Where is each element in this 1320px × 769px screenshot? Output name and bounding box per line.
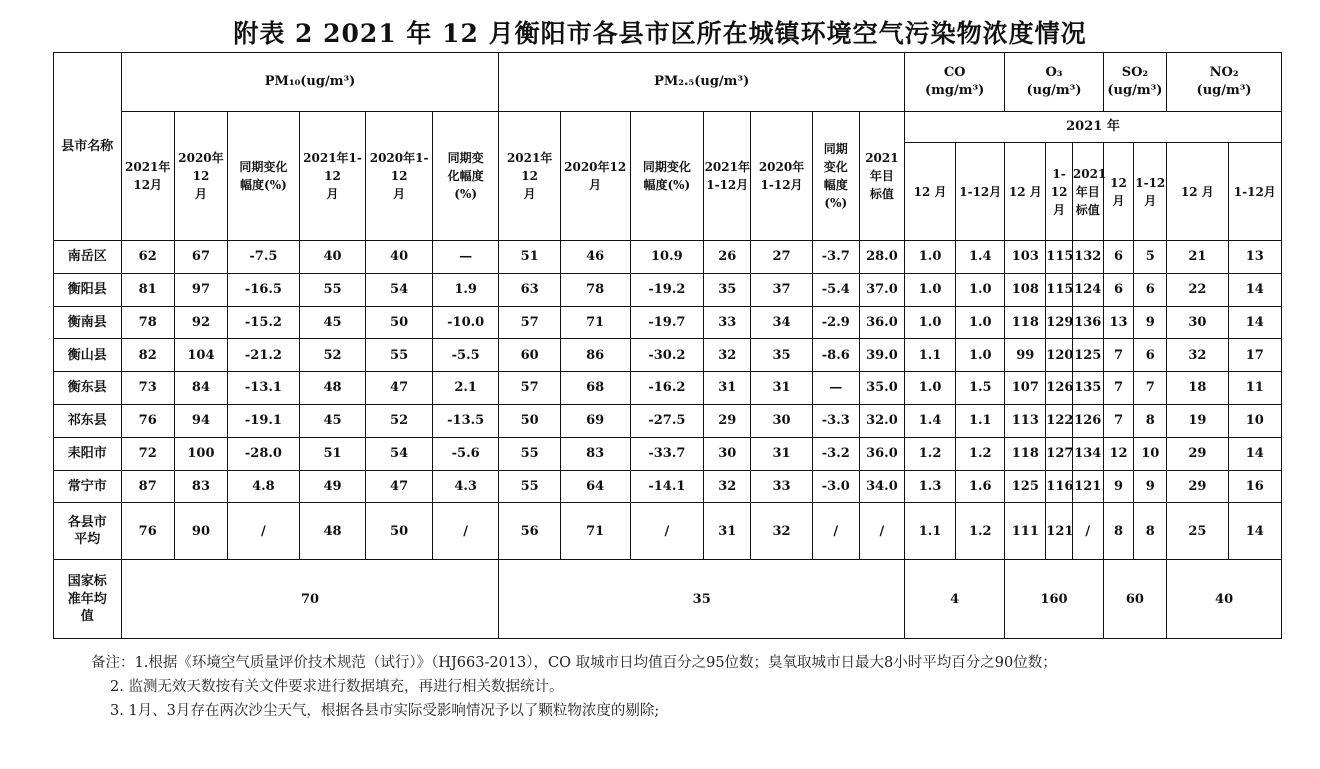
- table-row: [54, 470, 1282, 503]
- table-cell: 1.1: [904, 339, 955, 372]
- air-pollution-table: [53, 52, 1282, 639]
- table-cell: 32: [704, 339, 751, 372]
- table-cell: 1.0: [956, 339, 1005, 372]
- table-cell: 49: [299, 470, 366, 503]
- table-cell: 50: [366, 503, 433, 560]
- table-cell: 8: [1134, 503, 1167, 560]
- table-row: [54, 372, 1282, 405]
- table-cell: 134: [1072, 437, 1103, 470]
- table-cell: 48: [299, 503, 366, 560]
- table-cell: 1.4: [956, 241, 1005, 274]
- table-cell: 81: [121, 273, 174, 306]
- pm25-col-1: 2020年12月: [560, 112, 630, 241]
- table-cell: 55: [299, 273, 366, 306]
- table-cell: 16: [1228, 470, 1281, 503]
- standard-co: 4: [904, 560, 1004, 639]
- table-cell: 8: [1134, 404, 1167, 437]
- table-cell: 4.3: [432, 470, 499, 503]
- pm25-col-6: 2021 年目 标值: [859, 112, 904, 241]
- table-cell: 21: [1167, 241, 1228, 274]
- table-cell: 125: [1072, 339, 1103, 372]
- table-cell: 30: [751, 404, 812, 437]
- standard-so2: 60: [1103, 560, 1167, 639]
- header-pm25: PM₂.₅(ug/m³): [499, 53, 905, 112]
- table-cell: 7: [1103, 339, 1134, 372]
- table-cell: 118: [1005, 437, 1046, 470]
- table-cell: 1.0: [904, 372, 955, 405]
- standard-o3: 160: [1005, 560, 1103, 639]
- table-cell: 34: [751, 306, 812, 339]
- table-cell: -3.2: [812, 437, 859, 470]
- table-cell: 57: [499, 372, 560, 405]
- table-cell: 12: [1103, 437, 1134, 470]
- table-cell: 35.0: [859, 372, 904, 405]
- table-cell: -5.5: [432, 339, 499, 372]
- table-cell: 22: [1167, 273, 1228, 306]
- table-cell: 1.2: [904, 437, 955, 470]
- table-cell: 36.0: [859, 437, 904, 470]
- table-cell: 9: [1134, 470, 1167, 503]
- table-cell: 76: [121, 503, 174, 560]
- standard-row: [54, 560, 1282, 639]
- table-cell: -19.7: [630, 306, 704, 339]
- table-cell: 37.0: [859, 273, 904, 306]
- table-cell: 37: [751, 273, 812, 306]
- table-cell: 92: [174, 306, 227, 339]
- table-cell: 29: [1167, 470, 1228, 503]
- table-cell: 120: [1046, 339, 1073, 372]
- pm25-col-3: 2021年 1-12月: [704, 112, 751, 241]
- header-o3: O₃ (ug/m³): [1005, 53, 1103, 112]
- row-name: 衡山县: [54, 339, 122, 372]
- table-cell: -2.9: [812, 306, 859, 339]
- o3-col-2: 2021 年目 标值: [1072, 143, 1103, 241]
- table-cell: 8: [1103, 503, 1134, 560]
- table-cell: 40: [299, 241, 366, 274]
- table-cell: 2.1: [432, 372, 499, 405]
- table-cell: -15.2: [228, 306, 300, 339]
- table-cell: 50: [499, 404, 560, 437]
- table-cell: 97: [174, 273, 227, 306]
- header-year-2021: 2021 年: [904, 112, 1281, 143]
- table-cell: 54: [366, 273, 433, 306]
- standard-label: 国家标 准年均 值: [54, 560, 122, 639]
- row-name: 各县市 平均: [54, 503, 122, 560]
- table-cell: 1.6: [956, 470, 1005, 503]
- table-cell: 51: [299, 437, 366, 470]
- table-cell: 103: [1005, 241, 1046, 274]
- table-cell: 32: [751, 503, 812, 560]
- table-cell: 45: [299, 404, 366, 437]
- pm25-col-4: 2020年 1-12月: [751, 112, 812, 241]
- table-cell: 39.0: [859, 339, 904, 372]
- table-cell: -3.0: [812, 470, 859, 503]
- table-cell: 72: [121, 437, 174, 470]
- table-cell: 1.0: [904, 241, 955, 274]
- table-cell: 31: [704, 503, 751, 560]
- table-cell: 10: [1134, 437, 1167, 470]
- o3-col-0: 12 月: [1005, 143, 1046, 241]
- table-row: [54, 306, 1282, 339]
- table-cell: 62: [121, 241, 174, 274]
- table-cell: 104: [174, 339, 227, 372]
- table-cell: 1.9: [432, 273, 499, 306]
- table-cell: 118: [1005, 306, 1046, 339]
- row-name: 祁东县: [54, 404, 122, 437]
- table-cell: 68: [560, 372, 630, 405]
- table-cell: 26: [704, 241, 751, 274]
- table-cell: 1.2: [956, 503, 1005, 560]
- table-cell: 19: [1167, 404, 1228, 437]
- table-cell: 14: [1228, 503, 1281, 560]
- table-cell: 126: [1072, 404, 1103, 437]
- table-cell: 29: [704, 404, 751, 437]
- table-cell: 87: [121, 470, 174, 503]
- table-cell: 132: [1072, 241, 1103, 274]
- table-cell: 54: [366, 437, 433, 470]
- table-cell: 115: [1046, 241, 1073, 274]
- table-cell: 35: [704, 273, 751, 306]
- table-cell: 1.5: [956, 372, 1005, 405]
- table-cell: 32: [704, 470, 751, 503]
- table-cell: 78: [121, 306, 174, 339]
- co-col-1: 1-12月: [956, 143, 1005, 241]
- pm25-col-5: 同期 变化 幅度 (%): [812, 112, 859, 241]
- table-row: [54, 404, 1282, 437]
- table-cell: 27: [751, 241, 812, 274]
- table-cell: 86: [560, 339, 630, 372]
- table-cell: -28.0: [228, 437, 300, 470]
- table-cell: 13: [1228, 241, 1281, 274]
- table-cell: 82: [121, 339, 174, 372]
- table-cell: -19.2: [630, 273, 704, 306]
- row-name: 衡阳县: [54, 273, 122, 306]
- table-cell: 31: [704, 372, 751, 405]
- table-cell: 32.0: [859, 404, 904, 437]
- table-cell: 33: [704, 306, 751, 339]
- table-cell: 14: [1228, 273, 1281, 306]
- table-cell: 30: [704, 437, 751, 470]
- table-cell: 6: [1103, 241, 1134, 274]
- table-cell: /: [859, 503, 904, 560]
- table-cell: 1.0: [956, 273, 1005, 306]
- table-cell: 4.8: [228, 470, 300, 503]
- pm10-col-3: 2021年1-12 月: [299, 112, 366, 241]
- table-cell: 84: [174, 372, 227, 405]
- table-cell: 35: [751, 339, 812, 372]
- row-name: 南岳区: [54, 241, 122, 274]
- header-no2: NO₂ (ug/m³): [1167, 53, 1282, 112]
- table-cell: 124: [1072, 273, 1103, 306]
- table-cell: 100: [174, 437, 227, 470]
- table-cell: 51: [499, 241, 560, 274]
- standard-pm25: 35: [499, 560, 905, 639]
- table-cell: 83: [174, 470, 227, 503]
- table-cell: 129: [1046, 306, 1073, 339]
- table-cell: 121: [1072, 470, 1103, 503]
- page-title: 附表 2 2021 年 12 月衡阳市各县市区所在城镇环境空气污染物浓度情况: [233, 19, 1087, 48]
- table-cell: 40: [366, 241, 433, 274]
- table-cell: -30.2: [630, 339, 704, 372]
- table-cell: 111: [1005, 503, 1046, 560]
- pm10-col-2: 同期变化 幅度(%): [228, 112, 300, 241]
- pm10-col-4: 2020年1-12 月: [366, 112, 433, 241]
- table-cell: 6: [1103, 273, 1134, 306]
- table-cell: 55: [499, 437, 560, 470]
- table-cell: —: [432, 241, 499, 274]
- table-cell: -21.2: [228, 339, 300, 372]
- table-cell: -13.5: [432, 404, 499, 437]
- table-cell: 47: [366, 372, 433, 405]
- table-cell: 1.0: [956, 306, 1005, 339]
- table-cell: 94: [174, 404, 227, 437]
- note-1: 备注：1.根据《环境空气质量评价技术规范（试行）》（HJ663-2013），CO 取城市日均值百分之95位数；臭氧取城市日最大8小时平均百分之90位数；: [91, 655, 1057, 671]
- pm10-col-0: 2021年 12月: [121, 112, 174, 241]
- table-cell: 71: [560, 306, 630, 339]
- header-so2: SO₂ (ug/m³): [1103, 53, 1167, 112]
- table-cell: 28.0: [859, 241, 904, 274]
- table-cell: -3.7: [812, 241, 859, 274]
- table-cell: 116: [1046, 470, 1073, 503]
- table-cell: 127: [1046, 437, 1073, 470]
- table-cell: 6: [1134, 273, 1167, 306]
- table-cell: 76: [121, 404, 174, 437]
- table-cell: -3.3: [812, 404, 859, 437]
- table-cell: 45: [299, 306, 366, 339]
- so2-col-1: 1-12 月: [1134, 143, 1167, 241]
- row-name: 耒阳市: [54, 437, 122, 470]
- row-name: 衡南县: [54, 306, 122, 339]
- table-cell: 64: [560, 470, 630, 503]
- row-name: 衡东县: [54, 372, 122, 405]
- table-cell: 55: [366, 339, 433, 372]
- table-row: [54, 437, 1282, 470]
- table-cell: 34.0: [859, 470, 904, 503]
- table-cell: -5.6: [432, 437, 499, 470]
- table-cell: 18: [1167, 372, 1228, 405]
- table-cell: -27.5: [630, 404, 704, 437]
- table-cell: 46: [560, 241, 630, 274]
- table-cell: 63: [499, 273, 560, 306]
- table-cell: 31: [751, 372, 812, 405]
- table-row: [54, 339, 1282, 372]
- table-cell: 71: [560, 503, 630, 560]
- table-cell: /: [228, 503, 300, 560]
- table-cell: 10.9: [630, 241, 704, 274]
- table-cell: 31: [751, 437, 812, 470]
- table-cell: 48: [299, 372, 366, 405]
- table-cell: 126: [1046, 372, 1073, 405]
- table-cell: 52: [299, 339, 366, 372]
- pm25-col-2: 同期变化 幅度(%): [630, 112, 704, 241]
- table-cell: 1.3: [904, 470, 955, 503]
- table-cell: 69: [560, 404, 630, 437]
- table-cell: -8.6: [812, 339, 859, 372]
- table-cell: -16.5: [228, 273, 300, 306]
- pm10-col-5: 同期变 化幅度 (%): [432, 112, 499, 241]
- table-cell: 83: [560, 437, 630, 470]
- pm25-col-0: 2021年12 月: [499, 112, 560, 241]
- table-cell: 30: [1167, 306, 1228, 339]
- table-cell: 1.0: [904, 306, 955, 339]
- table-cell: 57: [499, 306, 560, 339]
- table-cell: 17: [1228, 339, 1281, 372]
- table-cell: -13.1: [228, 372, 300, 405]
- table-cell: 1.4: [904, 404, 955, 437]
- standard-no2: 40: [1167, 560, 1282, 639]
- table-cell: 108: [1005, 273, 1046, 306]
- table-cell: 33: [751, 470, 812, 503]
- table-cell: 107: [1005, 372, 1046, 405]
- table-cell: 9: [1134, 306, 1167, 339]
- o3-col-1: 1-12 月: [1046, 143, 1073, 241]
- table-cell: 29: [1167, 437, 1228, 470]
- table-cell: -33.7: [630, 437, 704, 470]
- table-cell: 1.1: [904, 503, 955, 560]
- table-cell: 14: [1228, 306, 1281, 339]
- table-cell: 50: [366, 306, 433, 339]
- table-cell: 60: [499, 339, 560, 372]
- table-cell: -14.1: [630, 470, 704, 503]
- notes: [53, 651, 1288, 723]
- table-cell: 99: [1005, 339, 1046, 372]
- table-cell: 36.0: [859, 306, 904, 339]
- note-2: 2. 监测无效天数按有关文件要求进行数据填充，再进行相关数据统计。: [110, 679, 564, 695]
- table-cell: 5: [1134, 241, 1167, 274]
- no2-col-0: 12 月: [1167, 143, 1228, 241]
- table-cell: /: [812, 503, 859, 560]
- header-row-1: [54, 53, 1282, 112]
- table-cell: 113: [1005, 404, 1046, 437]
- table-cell: /: [630, 503, 704, 560]
- table-cell: 55: [499, 470, 560, 503]
- standard-pm10: 70: [121, 560, 499, 639]
- table-cell: /: [1072, 503, 1103, 560]
- table-cell: 13: [1103, 306, 1134, 339]
- table-cell: 1.0: [904, 273, 955, 306]
- table-cell: 7: [1103, 404, 1134, 437]
- table-cell: 121: [1046, 503, 1073, 560]
- table-cell: /: [432, 503, 499, 560]
- table-cell: 78: [560, 273, 630, 306]
- table-cell: -19.1: [228, 404, 300, 437]
- table-cell: 9: [1103, 470, 1134, 503]
- average-row: [54, 503, 1282, 560]
- table-cell: -10.0: [432, 306, 499, 339]
- table-cell: 25: [1167, 503, 1228, 560]
- header-county: 县市名称: [54, 53, 122, 241]
- table-row: [54, 241, 1282, 274]
- table-cell: 122: [1046, 404, 1073, 437]
- table-row: [54, 273, 1282, 306]
- header-co: CO (mg/m³): [904, 53, 1004, 112]
- table-cell: 10: [1228, 404, 1281, 437]
- table-cell: 135: [1072, 372, 1103, 405]
- no2-col-1: 1-12月: [1228, 143, 1281, 241]
- table-cell: 7: [1103, 372, 1134, 405]
- table-cell: —: [812, 372, 859, 405]
- co-col-0: 12 月: [904, 143, 955, 241]
- header-row-2: [54, 112, 1282, 143]
- row-name: 常宁市: [54, 470, 122, 503]
- table-cell: 73: [121, 372, 174, 405]
- header-pm10: PM₁₀(ug/m³): [121, 53, 499, 112]
- table-cell: 7: [1134, 372, 1167, 405]
- table-cell: 90: [174, 503, 227, 560]
- table-cell: -7.5: [228, 241, 300, 274]
- table-cell: 1.2: [956, 437, 1005, 470]
- table-cell: 136: [1072, 306, 1103, 339]
- table-cell: 52: [366, 404, 433, 437]
- table-cell: 11: [1228, 372, 1281, 405]
- table-cell: 6: [1134, 339, 1167, 372]
- table-cell: -5.4: [812, 273, 859, 306]
- table-cell: 115: [1046, 273, 1073, 306]
- so2-col-0: 12 月: [1103, 143, 1134, 241]
- table-cell: -16.2: [630, 372, 704, 405]
- note-3: 3. 1月、3月存在两次沙尘天气，根据各县市实际受影响情况予以了颗粒物浓度的剔除;: [110, 703, 660, 719]
- table-cell: 14: [1228, 437, 1281, 470]
- table-cell: 125: [1005, 470, 1046, 503]
- pm10-col-1: 2020年12 月: [174, 112, 227, 241]
- table-cell: 32: [1167, 339, 1228, 372]
- table-cell: 47: [366, 470, 433, 503]
- table-cell: 1.1: [956, 404, 1005, 437]
- table-cell: 67: [174, 241, 227, 274]
- table-cell: 56: [499, 503, 560, 560]
